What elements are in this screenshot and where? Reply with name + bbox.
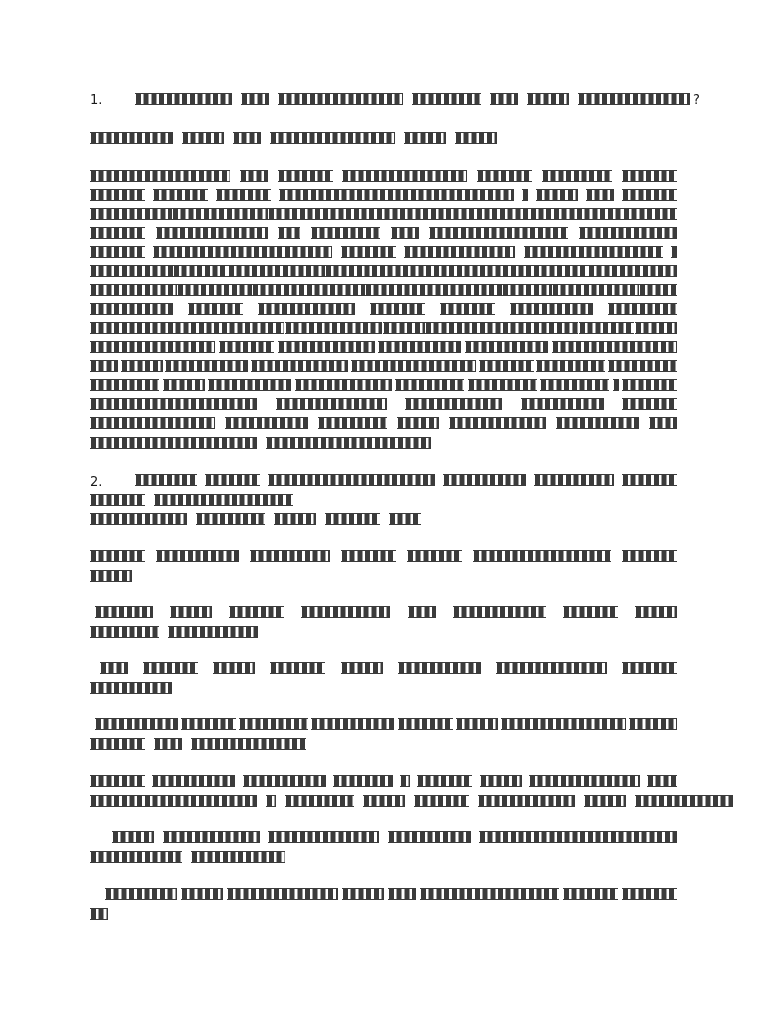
subheading-1: [90, 131, 497, 149]
item-number-2: 2.: [90, 475, 103, 490]
item-number-1: 1.: [90, 93, 103, 108]
question-1-heading: ?: [135, 92, 700, 110]
